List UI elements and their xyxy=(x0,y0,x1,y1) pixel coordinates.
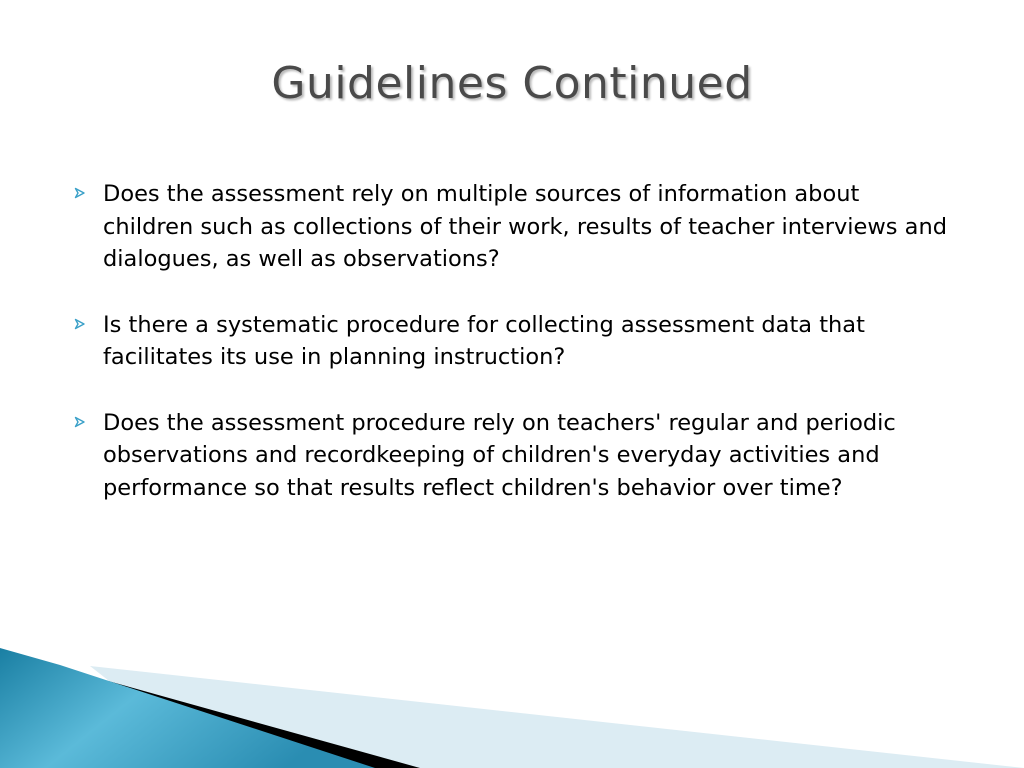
bullet-text: Does the assessment procedure rely on teachers' regular and periodic observations and recordkeeping of children's everyday activities and performance so that results reflect children's behavior over time? xyxy=(103,409,896,501)
bullet-text: Does the assessment rely on multiple sources of information about children such as collections of their work, results of teacher interviews and dialogues, as well as observations? xyxy=(103,181,947,272)
slide-title: Guidelines Continued xyxy=(271,58,753,109)
bullet-text: Is there a systematic procedure for collecting assessment data that facilitates its use in planning instruction? xyxy=(103,311,865,370)
